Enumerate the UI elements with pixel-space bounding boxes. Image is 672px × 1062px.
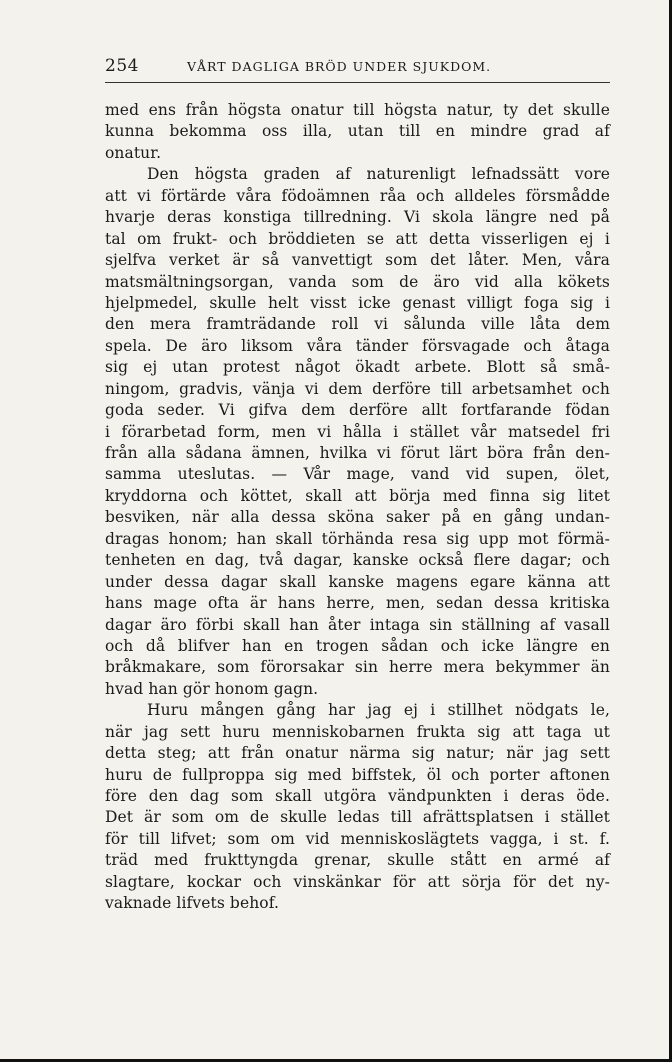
text-line: Den högsta graden af naturenligt lefnadssätt vore <box>147 165 610 184</box>
text-line: med ens från högsta onatur till högsta natur, ty det skulle <box>105 101 610 119</box>
page-number: 254 <box>105 56 139 76</box>
text-line: samma uteslutas. — Vår mage, vand vid supen, ölet, <box>105 465 610 484</box>
text-line: Huru mången gång har jag ej i stillhet nödgats le, <box>147 701 610 720</box>
text-line: att vi förtärde våra födoämnen råa och alldeles försmådde <box>105 186 610 205</box>
text-line: i förarbetad form, men vi hålla i stället vår matsedel fri <box>105 422 610 441</box>
text-line: bråkmakare, som förorsakar sin herre mera bekymmer än <box>105 658 610 677</box>
text-line: ningom, gradvis, vänja vi dem derföre till arbetsamhet och <box>105 379 610 398</box>
text-line: när jag sett huru menniskobarnen frukta sig att taga ut <box>105 722 610 741</box>
text-line: och då blifver han en trogen sådan och icke längre en <box>105 636 610 655</box>
text-line: sig ej utan protest något ökadt arbete. Blott så små- <box>105 358 610 377</box>
text-line: från alla sådana ämnen, hvilka vi förut lärt böra från den- <box>105 444 610 462</box>
text-line: goda seder. Vi gifva dem derföre allt fortfarande födan <box>105 401 610 420</box>
text-line: tenheten en dag, två dagar, kanske också flere dagar; och <box>105 551 610 570</box>
text-line: före den dag som skall utgöra vändpunkten i deras öde. <box>105 787 610 805</box>
text-line: hvarje deras konstiga tillredning. Vi skola längre ned på <box>105 208 610 227</box>
text-line: spela. De äro liksom våra tänder försvagade och åtaga <box>105 336 610 355</box>
text-line: hvad han gör honom gagn. <box>105 679 319 698</box>
text-line: matsmältningsorgan, vanda som de äro vid alla kökets <box>105 272 610 291</box>
text-line: Det är som om de skulle ledas till afrättsplatsen i stället <box>105 808 610 827</box>
text-line: huru de fullproppa sig med biffstek, öl och porter aftonen <box>105 765 610 784</box>
text-line: onatur. <box>105 143 162 162</box>
text-line: dagar äro förbi skall han åter intaga sin ställning af vasall <box>105 615 610 634</box>
body-text <box>105 100 610 915</box>
text-line: vaknade lifvets behof. <box>105 894 280 913</box>
text-line: den mera framträdande roll vi sålunda ville låta dem <box>105 315 610 334</box>
text-line: för till lifvet; som om vid menniskoslägtets vagga, i st. f. <box>105 829 610 848</box>
text-line: hans mage ofta är hans herre, men, sedan dessa kritiska <box>105 594 610 613</box>
text-line: detta steg; att från onatur närma sig natur; när jag sett <box>105 744 610 763</box>
text-line: tal om frukt- och bröddieten se att detta visserligen ej i <box>105 229 610 248</box>
text-line: slagtare, kockar och vinskänkar för att sörja för det ny- <box>105 872 610 891</box>
text-line: hjelpmedel, skulle helt visst icke genast villigt foga sig i <box>105 293 610 312</box>
text-line: träd med frukttyngda grenar, skulle stått en armé af <box>105 851 610 870</box>
running-title: VÅRT DAGLIGA BRÖD UNDER SJUKDOM. <box>187 59 492 74</box>
text-line: dragas honom; han skall törhända resa sig upp mot förmä- <box>105 529 610 548</box>
text-line: besviken, när alla dessa sköna saker på en gång undan- <box>105 508 610 527</box>
text-line: kryddorna och köttet, skall att börja med finna sig litet <box>105 486 610 505</box>
page-header <box>105 56 610 83</box>
text-line: sjelfva verket är så vanvettigt som det låter. Men, våra <box>105 251 610 270</box>
text-line: under dessa dagar skall kanske magens egare känna att <box>105 572 610 591</box>
text-line: kunna bekomma oss illa, utan till en mindre grad af <box>105 122 610 141</box>
